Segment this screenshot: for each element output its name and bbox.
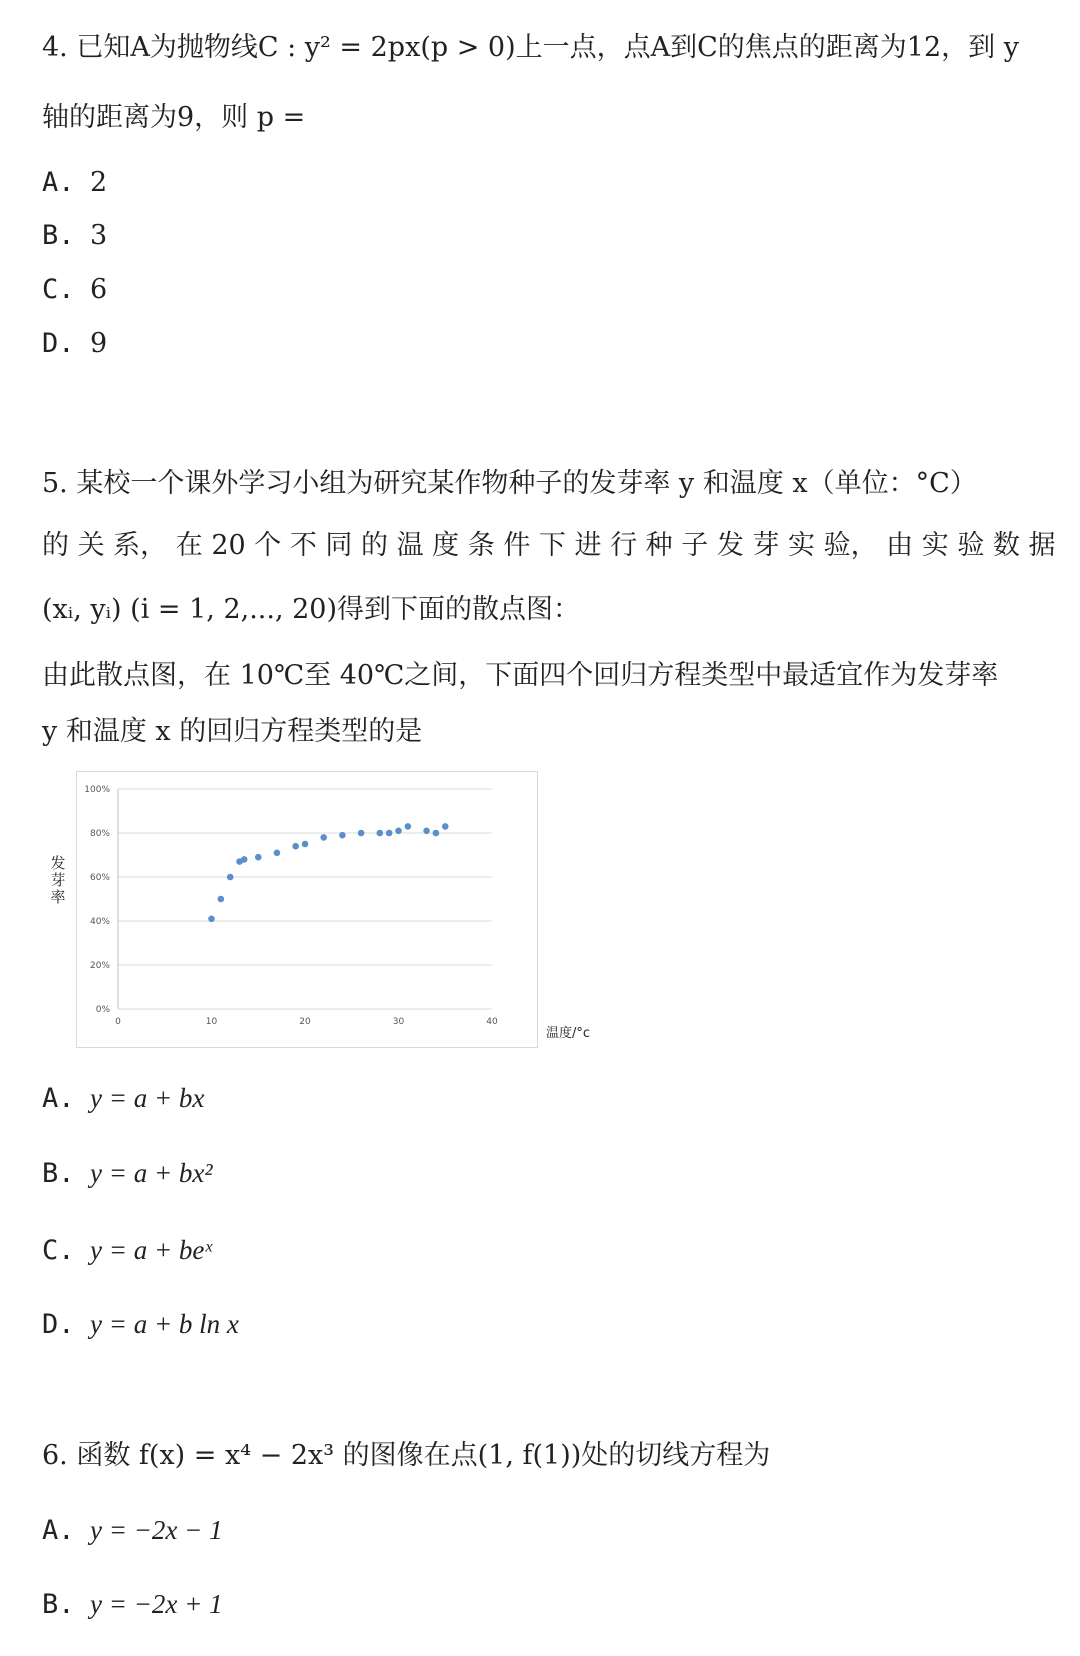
q4-stem-line1: 4. 已知A为抛物线C : y² = 2px(p > 0)上一点，点A到C的焦点的距离为12，到 y bbox=[42, 32, 1019, 63]
chart-x-axis-label: 温度/°c bbox=[546, 1026, 591, 1041]
scatter-point bbox=[377, 830, 384, 837]
scatter-point bbox=[423, 828, 430, 835]
chart-y-axis-label-char: 发 bbox=[50, 854, 66, 872]
q4-option-d bbox=[42, 326, 107, 362]
option-value: y = a + beˣ bbox=[90, 1235, 213, 1265]
q5-stem-line1: 5. 某校一个课外学习小组为研究某作物种子的发芽率 y 和温度 x（单位：°C） bbox=[42, 468, 977, 499]
option-label: B. bbox=[42, 1158, 75, 1189]
option-label: B. bbox=[42, 220, 75, 251]
x-tick-label: 30 bbox=[392, 1017, 405, 1027]
x-tick-label: 0 bbox=[115, 1017, 121, 1027]
q5-option-d bbox=[42, 1306, 239, 1343]
x-tick-label: 10 bbox=[205, 1017, 218, 1027]
chart-y-axis-label-char: 芽 bbox=[50, 871, 66, 889]
scatter-point bbox=[339, 832, 346, 839]
q5-stem-line5: y 和温度 x 的回归方程类型的是 bbox=[42, 716, 423, 747]
chart-y-axis-label-char: 率 bbox=[50, 888, 66, 906]
scatter-point bbox=[292, 843, 299, 850]
q4-option-b bbox=[42, 218, 107, 254]
q4-option-a bbox=[42, 165, 107, 201]
option-label: A. bbox=[42, 1515, 75, 1546]
scatter-point bbox=[405, 823, 412, 830]
q5-option-a bbox=[42, 1080, 204, 1117]
scatter-point bbox=[302, 841, 309, 848]
q4-stem-line2: 轴的距离为9，则 p = bbox=[42, 102, 306, 133]
q6-stem-line1: 6. 函数 f(x) = x⁴ − 2x³ 的图像在点(1, f(1))处的切线方程为 bbox=[42, 1440, 771, 1471]
option-label: C. bbox=[42, 274, 75, 305]
q6-option-b bbox=[42, 1586, 223, 1623]
y-tick-label: 80% bbox=[89, 829, 110, 839]
option-value: y = a + b ln x bbox=[90, 1309, 239, 1339]
option-value: 6 bbox=[90, 274, 108, 305]
scatter-point bbox=[227, 874, 234, 881]
option-label: B. bbox=[42, 1589, 75, 1620]
option-label: D. bbox=[42, 328, 75, 359]
option-value: 9 bbox=[90, 328, 108, 359]
option-value: y = a + bx bbox=[90, 1083, 205, 1113]
chart-y-axis-label bbox=[48, 855, 68, 906]
scatter-point bbox=[358, 830, 365, 837]
q5-option-c bbox=[42, 1232, 212, 1269]
q5-stem-line4: 由此散点图，在 10℃至 40℃之间，下面四个回归方程类型中最适宜作为发芽率 bbox=[42, 660, 999, 691]
q5-stem-line3: (xᵢ, yᵢ) (i = 1, 2,..., 20)得到下面的散点图： bbox=[42, 594, 581, 625]
q5-stem-line2: 的 关 系， 在 20 个 不 同 的 温 度 条 件 下 进 行 种 子 发 芽 实 验， 由 实 验 数 据 bbox=[42, 530, 1056, 561]
scatter-point bbox=[433, 830, 440, 837]
option-value: y = −2x + 1 bbox=[90, 1589, 223, 1619]
scatter-point bbox=[442, 823, 449, 830]
scatter-point bbox=[274, 850, 281, 857]
x-tick-label: 20 bbox=[299, 1017, 311, 1027]
q6-option-a bbox=[42, 1512, 223, 1549]
option-label: C. bbox=[42, 1235, 75, 1266]
option-value: 2 bbox=[90, 167, 108, 198]
option-label: D. bbox=[42, 1309, 75, 1340]
q5-option-b bbox=[42, 1155, 213, 1192]
scatter-point bbox=[255, 854, 262, 861]
option-value: 3 bbox=[90, 220, 108, 251]
y-tick-label: 60% bbox=[89, 873, 110, 883]
y-tick-label: 100% bbox=[84, 785, 110, 795]
scatter-point bbox=[395, 828, 402, 835]
y-tick-label: 40% bbox=[89, 917, 110, 927]
option-value: y = a + bx² bbox=[90, 1158, 213, 1188]
scatter-point bbox=[386, 830, 393, 837]
y-tick-label: 20% bbox=[89, 961, 110, 971]
option-value: y = −2x − 1 bbox=[90, 1515, 223, 1545]
option-label: A. bbox=[42, 167, 75, 198]
x-tick-label: 40 bbox=[486, 1017, 498, 1027]
scatter-point bbox=[208, 916, 215, 923]
q4-option-c bbox=[42, 272, 107, 308]
scatter-chart bbox=[77, 772, 537, 1047]
scatter-point bbox=[320, 834, 327, 841]
option-label: A. bbox=[42, 1083, 75, 1114]
scatter-point bbox=[241, 856, 248, 863]
scatter-point bbox=[218, 896, 225, 903]
y-tick-label: 0% bbox=[95, 1005, 110, 1015]
scatter-chart-frame bbox=[76, 771, 538, 1048]
